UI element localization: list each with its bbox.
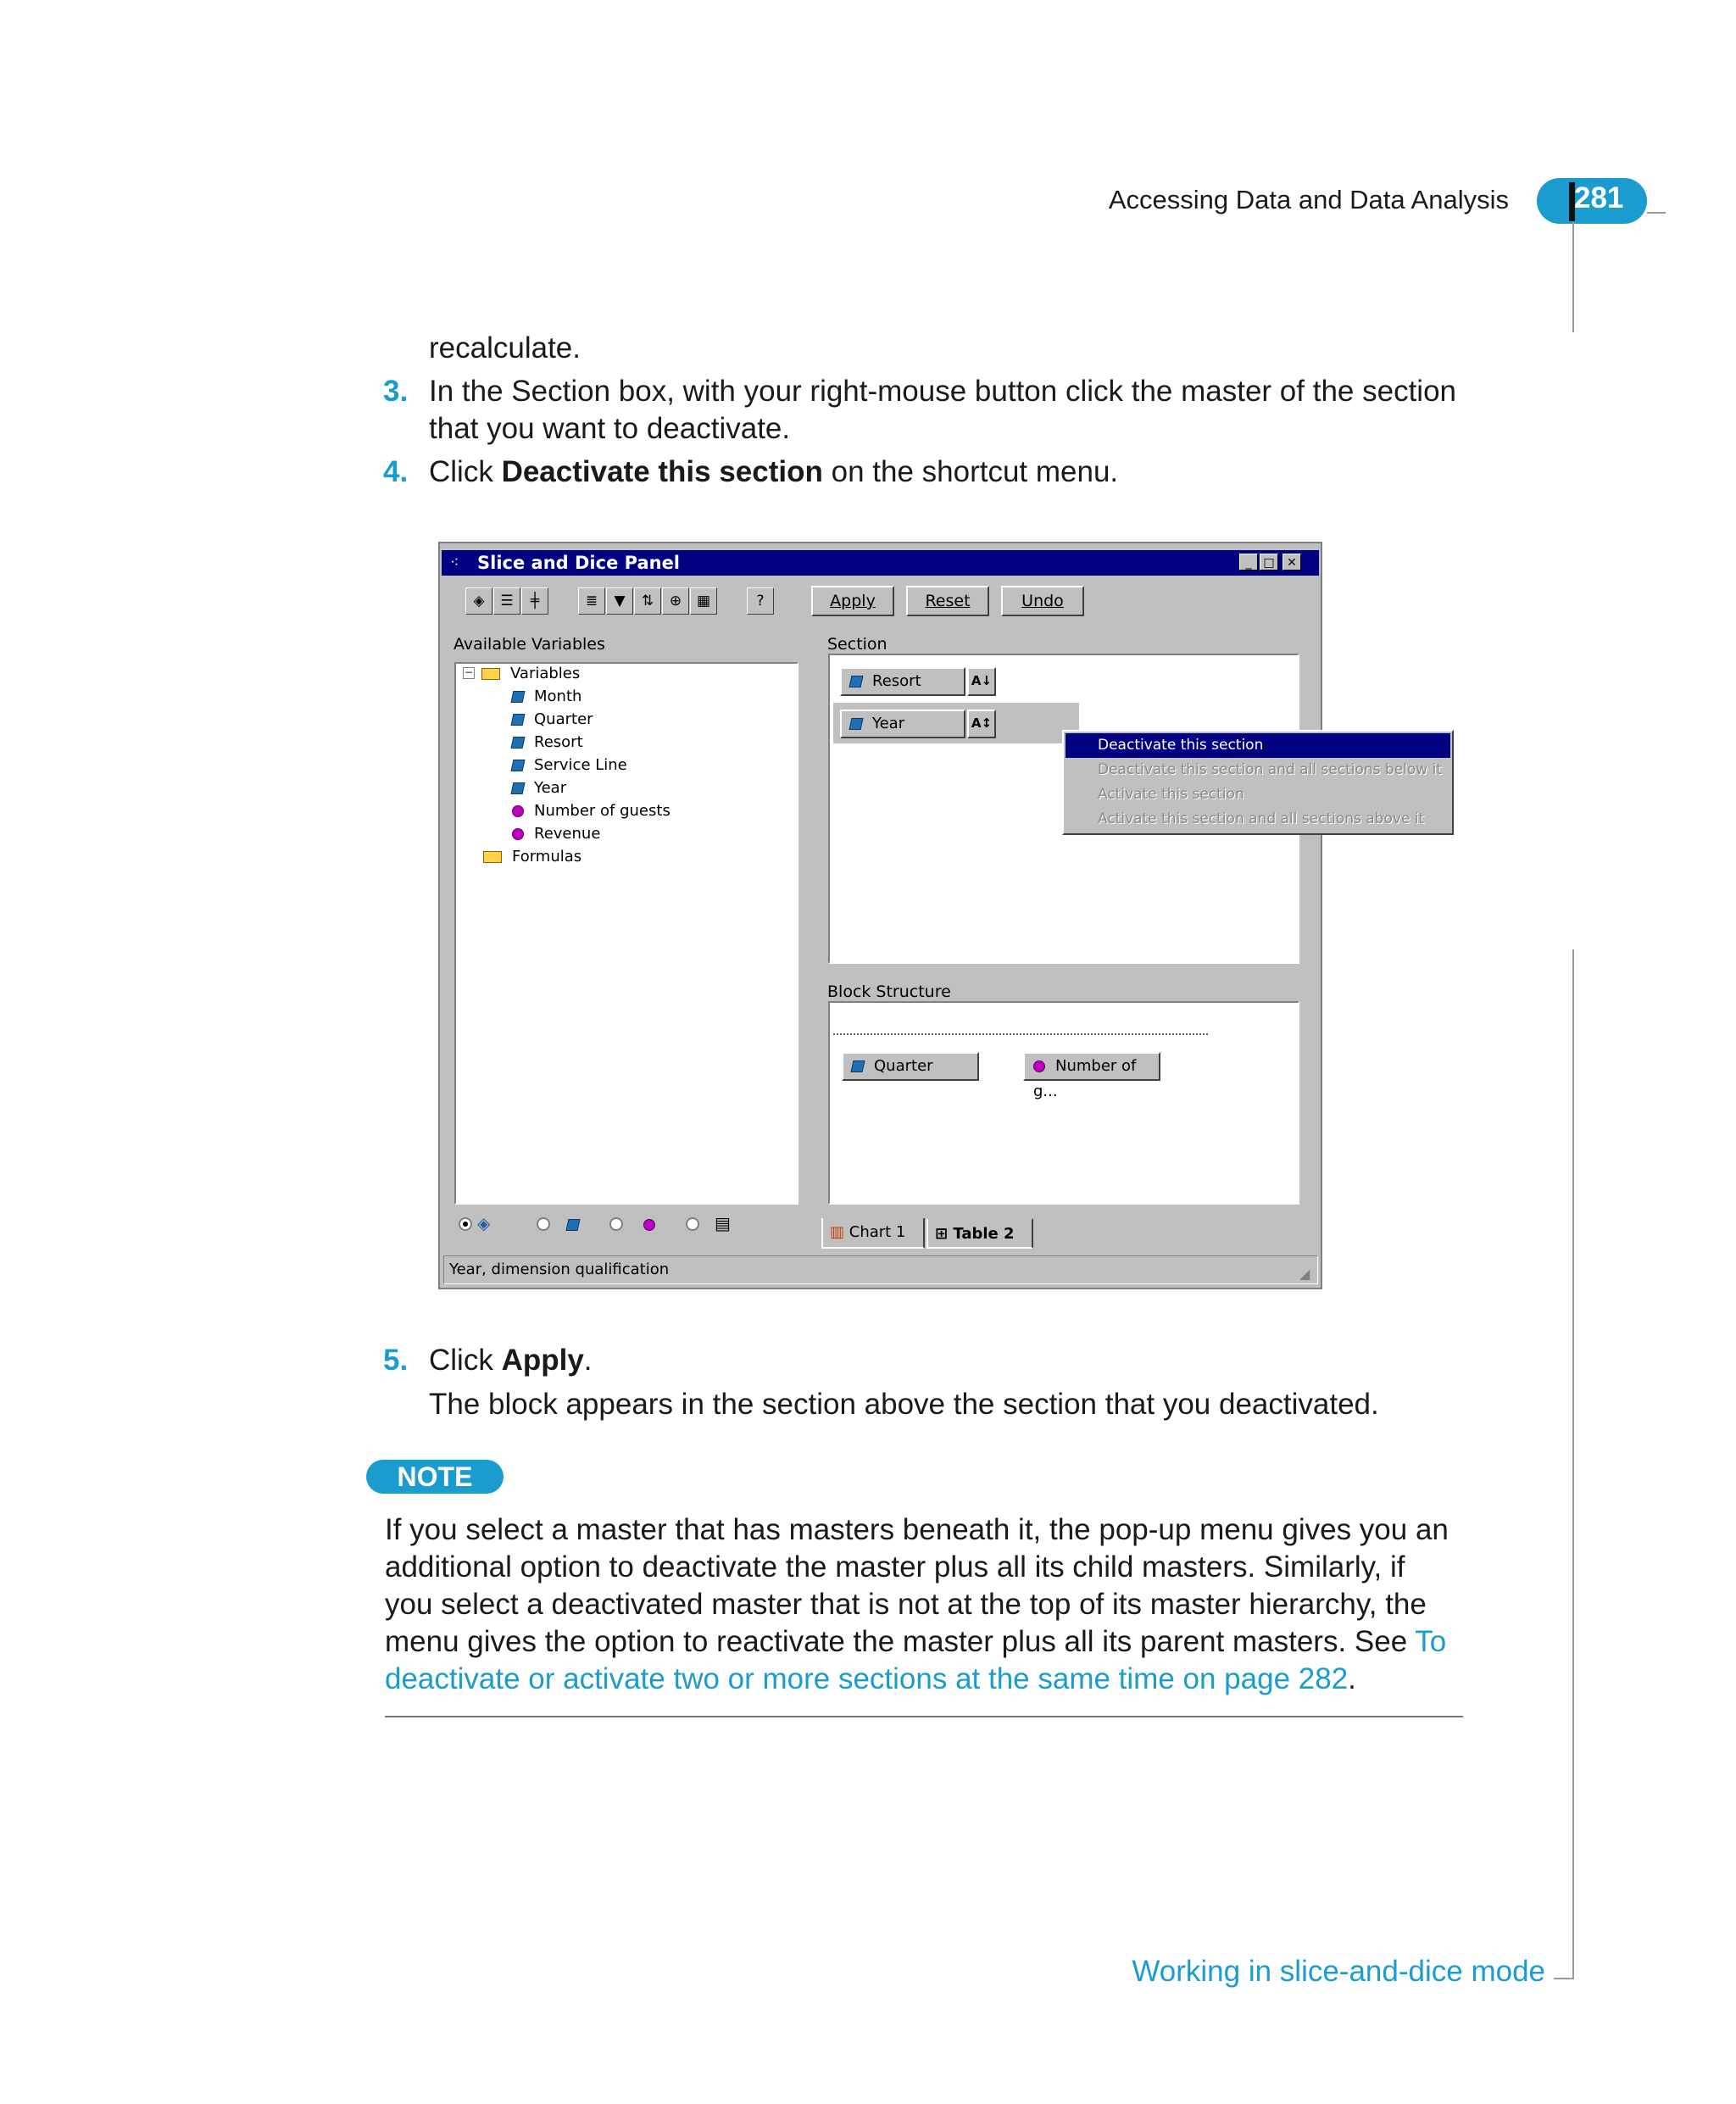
tree-root-variables[interactable]: Variables	[481, 662, 580, 685]
shortcut-menu	[1062, 730, 1454, 835]
note-line-2: additional option to deactivate the master plus all its child masters. Similarly, if	[385, 1550, 1405, 1584]
menu-item-activate-above[interactable]: Activate this section and all sections above it	[1098, 810, 1425, 827]
folder-open-icon	[481, 668, 500, 680]
undo-button[interactable]: Undo	[1001, 586, 1084, 616]
window-titlebar[interactable]	[442, 550, 1319, 576]
measure-icon	[1033, 1060, 1045, 1072]
toggle-view-icon[interactable]: ◈	[465, 587, 492, 615]
dimension-icon	[511, 782, 526, 794]
cross-reference-link-start[interactable]: To	[1415, 1625, 1447, 1658]
dimension-icon	[511, 760, 526, 771]
measure-icon	[512, 805, 524, 817]
help-icon[interactable]: ?	[747, 587, 774, 615]
note-divider	[385, 1716, 1463, 1717]
step-5-text: Click Apply.	[429, 1344, 593, 1377]
block-structure-label: Block Structure	[827, 982, 951, 1001]
tree-item-formulas[interactable]: Formulas	[483, 845, 581, 868]
variables-tree[interactable]	[454, 662, 798, 1205]
measure-icon	[643, 1219, 655, 1231]
step-4-text: Click Deactivate this section on the shortcut menu.	[429, 455, 1119, 488]
note-line-5: deactivate or activate two or more sections at the same time on page 282.	[385, 1662, 1356, 1695]
chart-icon: ▥	[830, 1223, 845, 1241]
dimension-icon	[511, 737, 526, 749]
detail-icon: ▤	[715, 1213, 731, 1233]
menu-item-activate-section[interactable]: Activate this section	[1098, 786, 1244, 803]
measure-icon	[512, 828, 524, 840]
running-header: Accessing Data and Data Analysis	[1108, 185, 1509, 214]
block-separator	[833, 1033, 1208, 1035]
resize-grip-icon[interactable]: ◢	[1299, 1266, 1310, 1282]
block-chip-number-of-guests[interactable]: Number of g...	[1023, 1052, 1160, 1081]
sort-ascending-icon[interactable]: A↓	[967, 667, 996, 696]
rank-icon[interactable]: ≣	[578, 587, 605, 615]
tree-item-number-of-guests[interactable]: Number of guests	[512, 799, 670, 822]
sort-icon[interactable]: ⇅	[634, 587, 661, 615]
tab-chart-1[interactable]: ▥ Chart 1	[821, 1218, 925, 1249]
tree-item-resort[interactable]: Resort	[512, 731, 583, 754]
dimension-icon	[511, 691, 526, 703]
window-title: Slice and Dice Panel	[477, 553, 681, 573]
running-footer: Working in slice-and-dice mode	[1132, 1955, 1545, 1988]
step-continuation: recalculate.	[429, 331, 581, 365]
calculator-icon[interactable]: ▦	[690, 587, 717, 615]
block-structure-box[interactable]	[828, 1001, 1299, 1205]
cross-reference-link[interactable]: deactivate or activate two or more sections at the same time on page 282	[385, 1662, 1349, 1695]
step-3-text-line1: In the Section box, with your right-mouse button click the master of the section	[429, 375, 1456, 408]
slice-and-dice-window	[438, 542, 1442, 1289]
apply-button[interactable]: Apply	[811, 586, 894, 616]
block-chip-quarter[interactable]: Quarter	[842, 1052, 979, 1081]
tree-item-month[interactable]: Month	[512, 685, 581, 708]
margin-rail-foot	[1554, 1978, 1574, 1979]
section-label: Section	[827, 635, 887, 654]
filter-measures-radio[interactable]	[609, 1217, 623, 1231]
header-rule	[1647, 212, 1666, 214]
section-master-resort[interactable]: Resort	[840, 667, 965, 696]
margin-rail-bottom	[1572, 949, 1574, 1979]
section-layout-icon[interactable]: ☰	[493, 587, 520, 615]
menu-item-deactivate-section[interactable]: Deactivate this section	[1066, 733, 1450, 758]
filter-details-radio[interactable]	[686, 1217, 699, 1231]
tree-item-quarter[interactable]: Quarter	[512, 708, 593, 731]
dimension-icon	[566, 1219, 581, 1231]
section-master-year[interactable]: Year	[840, 710, 965, 738]
step-3-number: 3.	[383, 375, 409, 408]
maximize-button[interactable]: □	[1260, 554, 1278, 571]
tree-item-revenue[interactable]: Revenue	[512, 822, 600, 845]
step-4-number: 4.	[383, 455, 409, 488]
margin-rail-top	[1572, 222, 1574, 332]
minimize-button[interactable]: _	[1239, 554, 1258, 571]
page-number: 281	[1574, 181, 1624, 214]
table-icon: ⊞	[935, 1225, 949, 1243]
tree-item-year[interactable]: Year	[512, 776, 566, 799]
note-line-3: you select a deactivated master that is not at the top of its master hierarchy, the	[385, 1588, 1427, 1621]
tree-item-service-line[interactable]: Service Line	[512, 754, 627, 776]
status-bar: Year, dimension qualification	[443, 1255, 1318, 1284]
dimension-icon	[849, 718, 864, 730]
folder-icon	[483, 851, 502, 863]
step-5-result: The block appears in the section above the section that you deactivated.	[429, 1388, 1379, 1421]
note-line-1: If you select a master that has masters beneath it, the pop-up menu gives you an	[385, 1513, 1449, 1546]
note-line-4: menu gives the option to reactivate the master plus all its parent masters. See To	[385, 1625, 1447, 1658]
note-badge: NOTE	[366, 1460, 504, 1494]
close-button[interactable]: ✕	[1283, 554, 1301, 571]
available-variables-label: Available Variables	[453, 635, 605, 654]
filter-all-radio[interactable]	[459, 1217, 472, 1231]
filter-dimensions-radio[interactable]	[537, 1217, 550, 1231]
dimension-icon	[851, 1060, 865, 1072]
filter-icon[interactable]: ▼	[606, 587, 633, 615]
menu-item-deactivate-below[interactable]: Deactivate this section and all sections below it	[1098, 761, 1442, 778]
tree-collapse-icon[interactable]: −	[464, 666, 474, 678]
app-icon: ⁖	[450, 554, 459, 571]
step-3-text-line2: that you want to deactivate.	[429, 412, 791, 445]
break-layout-icon[interactable]: ╪	[521, 587, 548, 615]
tab-table-2[interactable]: ⊞ Table 2	[926, 1218, 1033, 1249]
dimension-icon	[849, 676, 864, 687]
sort-toggle-icon[interactable]: A↕	[967, 710, 996, 738]
step-5-number: 5.	[383, 1344, 409, 1377]
all-variables-icon: ◈	[477, 1213, 491, 1233]
reset-button[interactable]: Reset	[906, 586, 989, 616]
calculation-icon[interactable]: ⊕	[662, 587, 689, 615]
dimension-icon	[511, 714, 526, 726]
